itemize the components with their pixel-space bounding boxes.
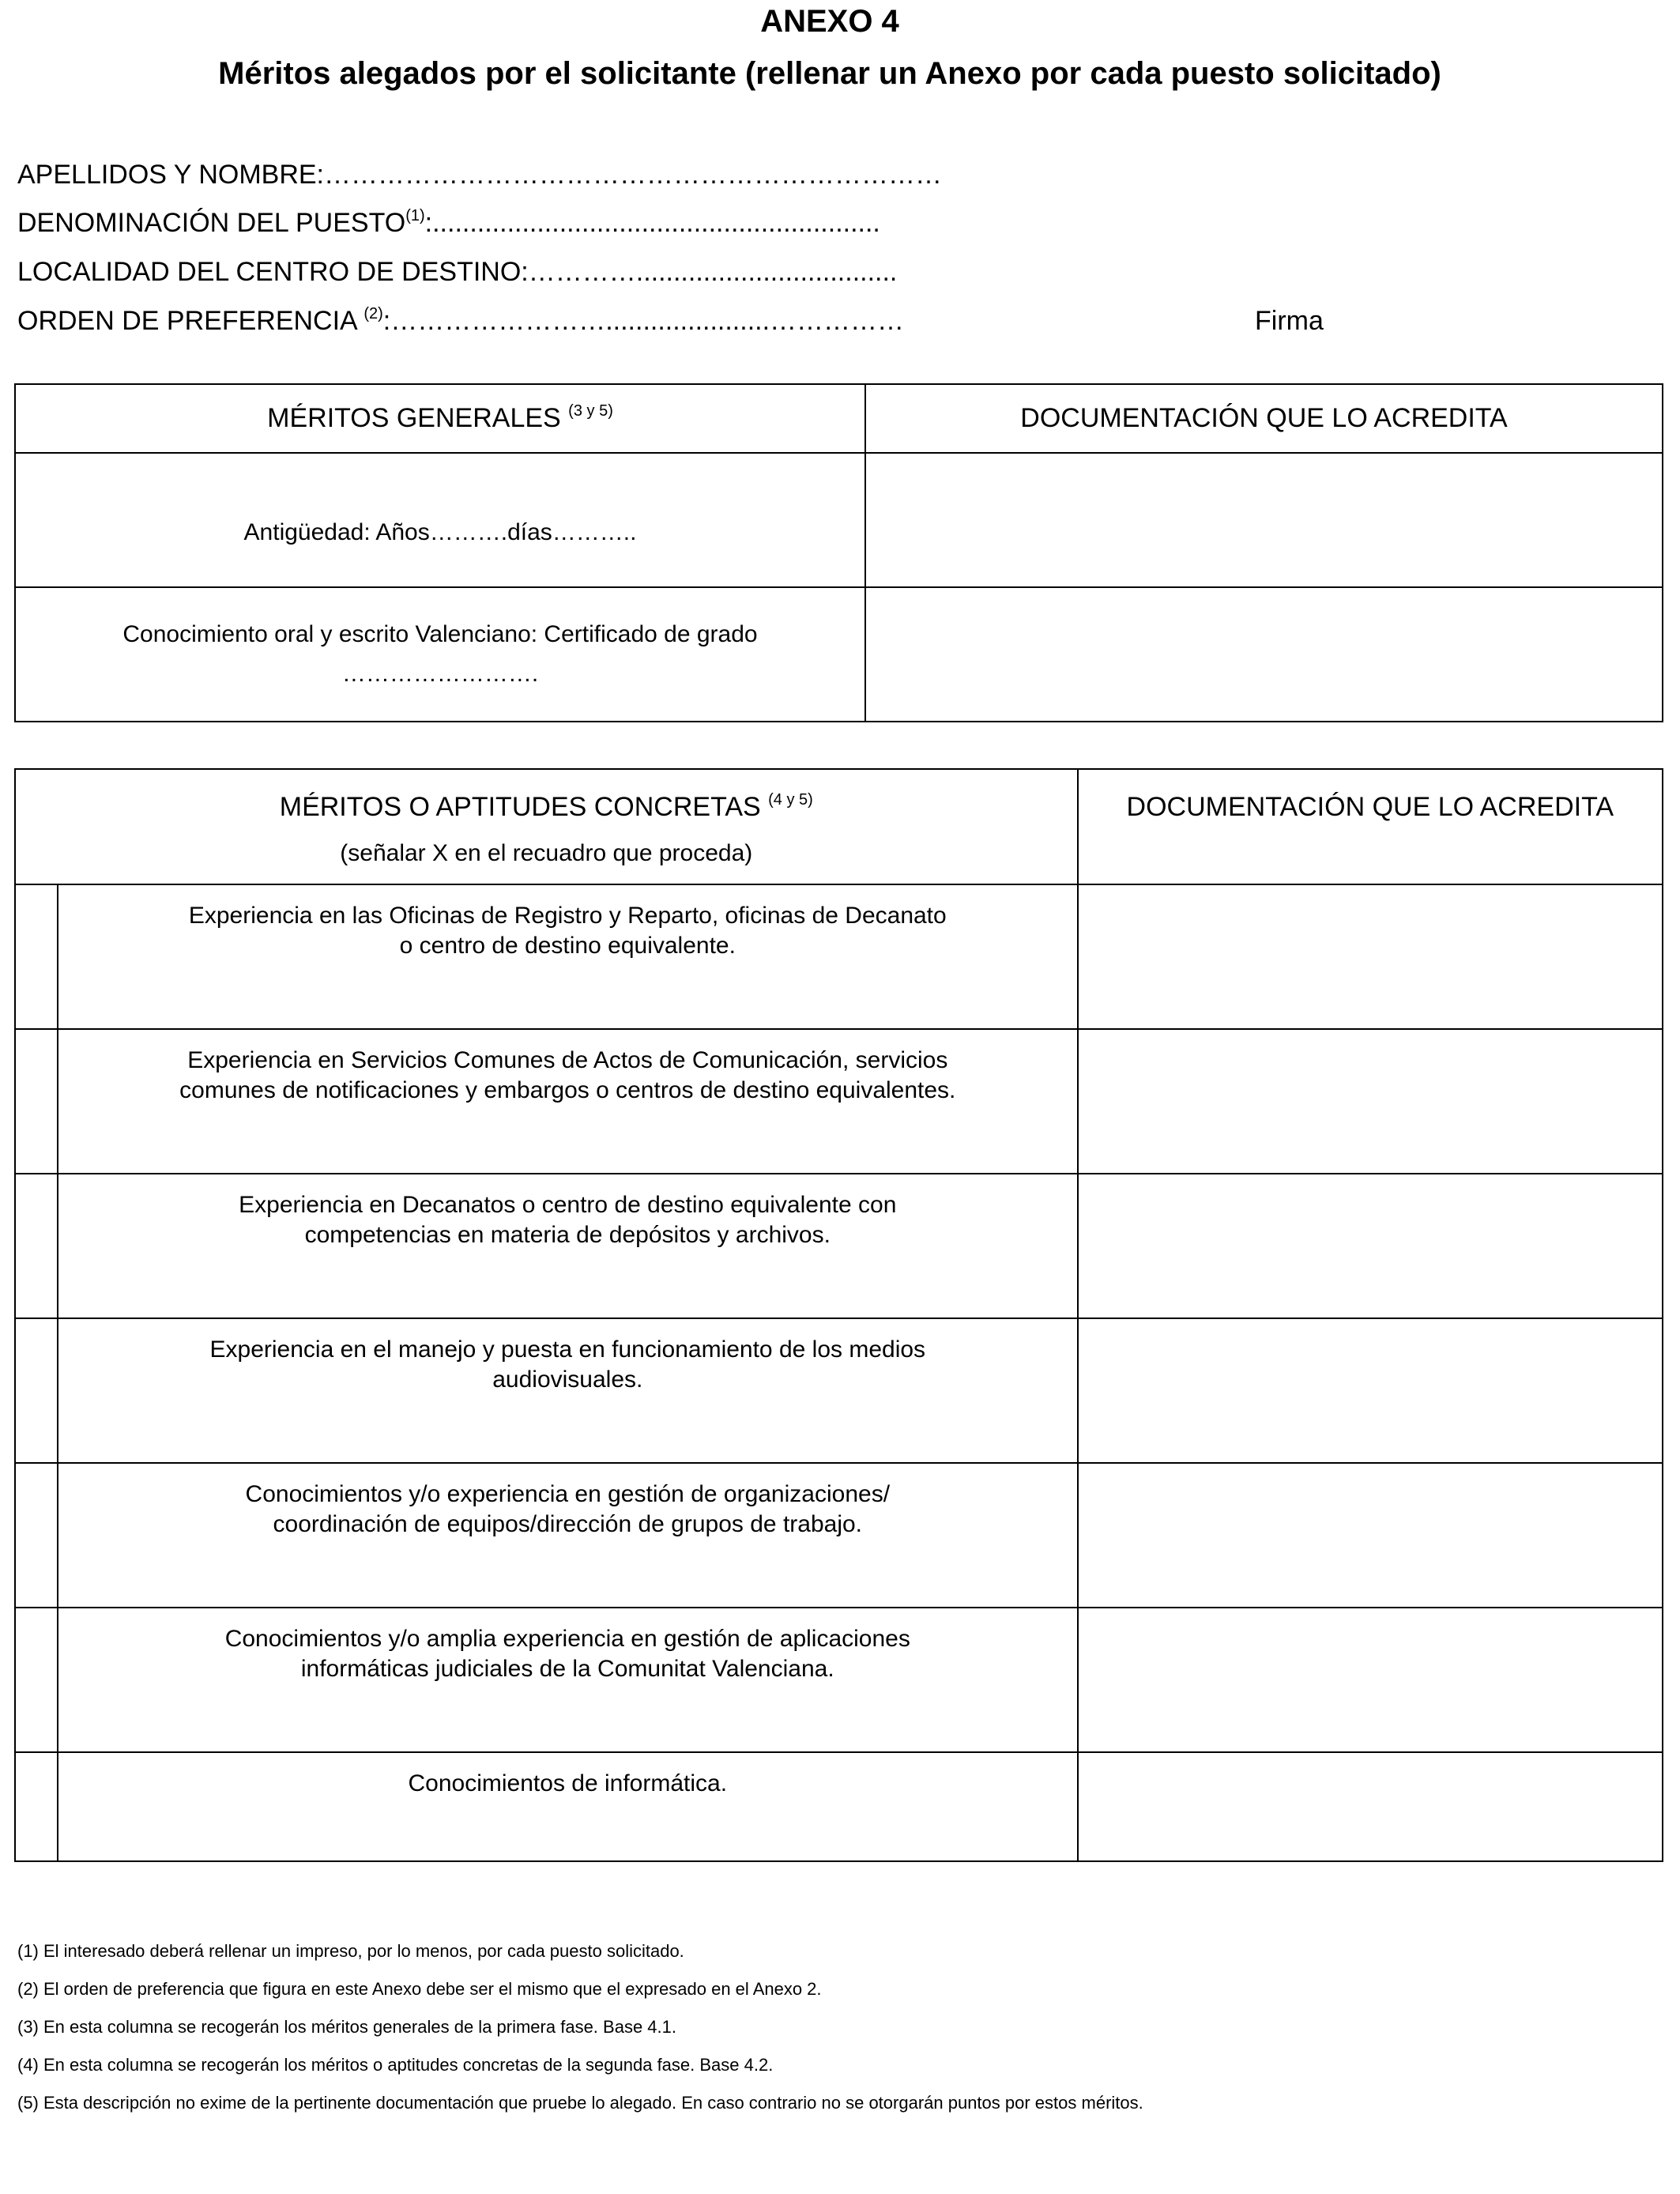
checkbox-merit-4[interactable]	[15, 1318, 58, 1463]
footnote-4: (4) En esta columna se recogerán los méritos o aptitudes concretas de la segunda fase. Base 4.2.	[17, 2055, 774, 2075]
checkbox-merit-2[interactable]	[15, 1029, 58, 1174]
field-apellidos-nombre[interactable]: APELLIDOS Y NOMBRE:……………………………………………………………	[17, 160, 942, 190]
field-denominacion-dots: :............................................................	[424, 208, 880, 238]
field-denominacion-label: DENOMINACIÓN DEL PUESTO	[17, 208, 406, 238]
antiguedad-documentation-cell[interactable]	[865, 453, 1663, 587]
merit-4-line2: audiovisuales.	[492, 1367, 643, 1393]
antiguedad-cell[interactable]	[15, 453, 865, 587]
specific-merits-table	[14, 768, 1663, 1862]
merit-3-line1: Experiencia en Decanatos o centro de destino equivalente con	[239, 1192, 897, 1218]
checkbox-merit-5[interactable]	[15, 1463, 58, 1608]
general-merits-header	[15, 384, 865, 453]
annex-title: ANEXO 4	[760, 4, 899, 39]
merit-1-documentation[interactable]	[1078, 884, 1663, 1029]
checkbox-merit-6[interactable]	[15, 1608, 58, 1752]
checkbox-merit-7[interactable]	[15, 1752, 58, 1861]
merit-5-line2: coordinación de equipos/dirección de grupos de trabajo.	[273, 1511, 863, 1537]
merit-item-5	[58, 1463, 1078, 1608]
specific-merits-instruction: (señalar X en el recuadro que proceda)	[340, 840, 753, 866]
footnotes	[17, 1932, 1143, 2122]
footnote-1: (1) El interesado deberá rellenar un impreso, por lo menos, por cada puesto solicitado.	[17, 1941, 684, 1961]
merit-3-line2: competencias en materia de depósitos y archivos.	[304, 1222, 831, 1248]
specific-merits-header	[15, 769, 1078, 884]
footnote-5: (5) Esta descripción no exime de la pertinente documentación que pruebe lo alegado. En caso contrario no se otorgarán puntos por estos méritos.	[17, 2093, 1143, 2113]
merit-7-line1: Conocimientos de informática.	[408, 1770, 728, 1796]
merit-4-documentation[interactable]	[1078, 1318, 1663, 1463]
merit-2-documentation[interactable]	[1078, 1029, 1663, 1174]
field-localidad-centro[interactable]: LOCALIDAD DEL CENTRO DE DESTINO:…………...................................	[17, 257, 898, 287]
merit-item-6	[58, 1608, 1078, 1752]
merit-item-7	[58, 1752, 1078, 1861]
valenciano-grade-dots: …………………….	[341, 661, 539, 687]
general-merits-header-ref: (3 y 5)	[568, 402, 613, 420]
valenciano-text: Conocimiento oral y escrito Valenciano: Certificado de grado	[122, 621, 758, 647]
documentation-header: DOCUMENTACIÓN QUE LO ACREDITA	[865, 384, 1663, 453]
merit-6-line1: Conocimientos y/o amplia experiencia en gestión de aplicaciones	[224, 1626, 910, 1652]
merit-item-3	[58, 1174, 1078, 1318]
merit-1-line1: Experiencia en las Oficinas de Registro y Reparto, oficinas de Decanato	[188, 903, 947, 929]
field-denominacion-puesto[interactable]	[17, 205, 880, 241]
general-merits-table	[14, 383, 1663, 722]
general-merits-header-label: MÉRITOS GENERALES	[267, 403, 569, 433]
merit-3-documentation[interactable]	[1078, 1174, 1663, 1318]
merit-2-line1: Experiencia en Servicios Comunes de Actos de Comunicación, servicios	[187, 1047, 948, 1073]
specific-merits-header-label: MÉRITOS O APTITUDES CONCRETAS	[279, 792, 769, 822]
footnote-2: (2) El orden de preferencia que figura en este Anexo debe ser el mismo que el expresado en el Anexo 2.	[17, 1979, 822, 1999]
merit-5-line1: Conocimientos y/o experiencia en gestión de organizaciones/	[245, 1481, 891, 1507]
merit-6-documentation[interactable]	[1078, 1608, 1663, 1752]
field-orden-dots: :……………………......................……………	[382, 306, 905, 336]
footnote-ref-2: (2)	[363, 305, 383, 322]
specific-documentation-header: DOCUMENTACIÓN QUE LO ACREDITA	[1078, 769, 1663, 884]
checkbox-merit-1[interactable]	[15, 884, 58, 1029]
valenciano-cell[interactable]	[15, 587, 865, 722]
merit-7-documentation[interactable]	[1078, 1752, 1663, 1861]
merit-4-line1: Experiencia en el manejo y puesta en funcionamiento de los medios	[209, 1336, 926, 1363]
specific-merits-header-ref: (4 y 5)	[768, 791, 813, 809]
merit-item-4	[58, 1318, 1078, 1463]
merit-item-1	[58, 884, 1078, 1029]
field-orden-preferencia[interactable]	[17, 303, 904, 339]
annex-subtitle: Méritos alegados por el solicitante (rellenar un Anexo por cada puesto solicitado)	[218, 56, 1441, 91]
field-orden-label: ORDEN DE PREFERENCIA	[17, 306, 364, 336]
footnote-3: (3) En esta columna se recogerán los méritos generales de la primera fase. Base 4.1.	[17, 2017, 676, 2037]
merit-6-line2: informáticas judiciales de la Comunitat Valenciana.	[300, 1656, 834, 1682]
checkbox-merit-3[interactable]	[15, 1174, 58, 1318]
merit-5-documentation[interactable]	[1078, 1463, 1663, 1608]
footnote-ref-1: (1)	[405, 207, 425, 224]
merit-item-2	[58, 1029, 1078, 1174]
merit-1-line2: o centro de destino equivalente.	[399, 933, 736, 959]
valenciano-documentation-cell[interactable]	[865, 587, 1663, 722]
merit-2-line2: comunes de notificaciones y embargos o centros de destino equivalentes.	[179, 1077, 956, 1103]
antiguedad-text: Antigüedad: Años……….días………..	[243, 519, 637, 545]
firma-label: Firma	[1255, 306, 1324, 336]
